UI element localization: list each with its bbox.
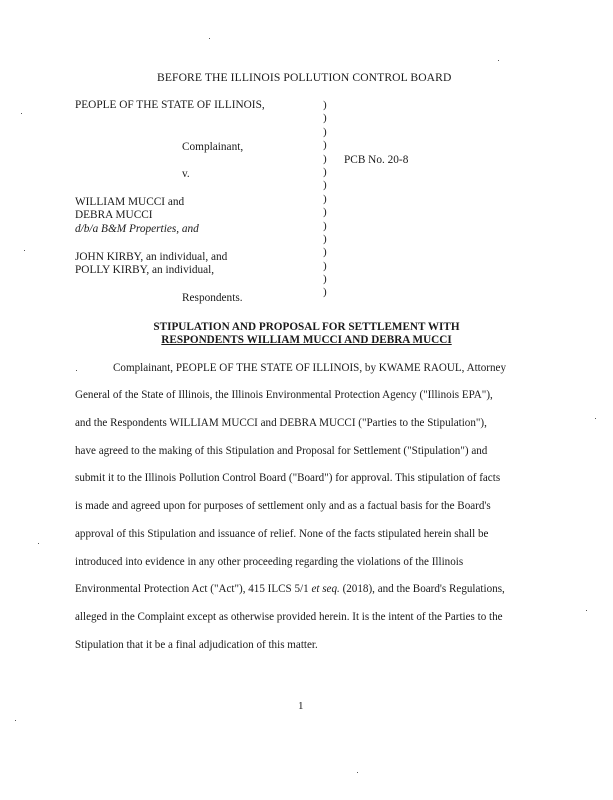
respondents-label: Respondents. [182, 292, 243, 304]
scan-speck [586, 610, 587, 611]
case-number: PCB No. 20-8 [344, 154, 409, 166]
body-line-9: Environmental Protection Act ("Act"), 415 ILCS 5/1 et seq. (2018), and the Board's Regulations, [75, 583, 505, 595]
plaintiff-name: PEOPLE OF THE STATE OF ILLINOIS, [75, 99, 265, 111]
defendant-line-4: JOHN KIRBY, an individual, and [75, 251, 228, 263]
complainant-label: Complainant, [182, 141, 244, 153]
defendant-line-2: DEBRA MUCCI [75, 209, 153, 221]
defendant-line-3: d/b/a B&M Properties, and [75, 223, 199, 235]
defendant-line-1: WILLIAM MUCCI and [75, 196, 185, 208]
defendant-line-5: POLLY KIRBY, an individual, [75, 264, 215, 276]
scan-speck [595, 418, 596, 419]
body-line-11: Stipulation that it be a final adjudication of this matter. [75, 639, 318, 651]
scan-speck [209, 38, 210, 39]
body-line-5: submit it to the Illinois Pollution Control Board ("Board") for approval. This stipulation of facts [75, 472, 501, 484]
document-title-line-2: RESPONDENTS WILLIAM MUCCI AND DEBRA MUCCI [161, 334, 452, 346]
scan-speck [21, 113, 22, 114]
body-line-1: Complainant, PEOPLE OF THE STATE OF ILLINOIS, by KWAME RAOUL, Attorney [113, 362, 507, 374]
body-line-8: introduced into evidence in any other proceeding regarding the violations of the Illinois [75, 556, 464, 568]
document-title-line-1: STIPULATION AND PROPOSAL FOR SETTLEMENT WITH [153, 321, 460, 333]
scan-speck [76, 370, 77, 371]
scan-speck [24, 250, 25, 251]
court-heading: BEFORE THE ILLINOIS POLLUTION CONTROL BOARD [157, 71, 452, 84]
body-line-3: and the Respondents WILLIAM MUCCI and DEBRA MUCCI ("Parties to the Stipulation"), [75, 417, 487, 429]
caption-divider: ) ) ) ) ) ) ) ) ) ) ) ) ) ) ) [323, 99, 327, 299]
scan-speck [15, 720, 16, 721]
body-line-7: approval of this Stipulation and issuance of relief. None of the facts stipulated herein shall be [75, 528, 489, 540]
body-line-4: have agreed to the making of this Stipulation and Proposal for Settlement ("Stipulation") and [75, 445, 488, 457]
scan-speck [38, 543, 39, 544]
scan-speck [498, 60, 499, 61]
body-line-2: General of the State of Illinois, the Illinois Environmental Protection Agency ("Illinois EPA"), [75, 389, 493, 401]
body-line-6: is made and agreed upon for purposes of settlement only and as a factual basis for the Board's [75, 500, 491, 512]
page-number: 1 [298, 700, 304, 712]
scan-speck [357, 772, 358, 773]
body-line-10: alleged in the Complaint except as otherwise provided herein. It is the intent of the Parties to the [75, 611, 503, 623]
versus-label: v. [182, 168, 190, 180]
